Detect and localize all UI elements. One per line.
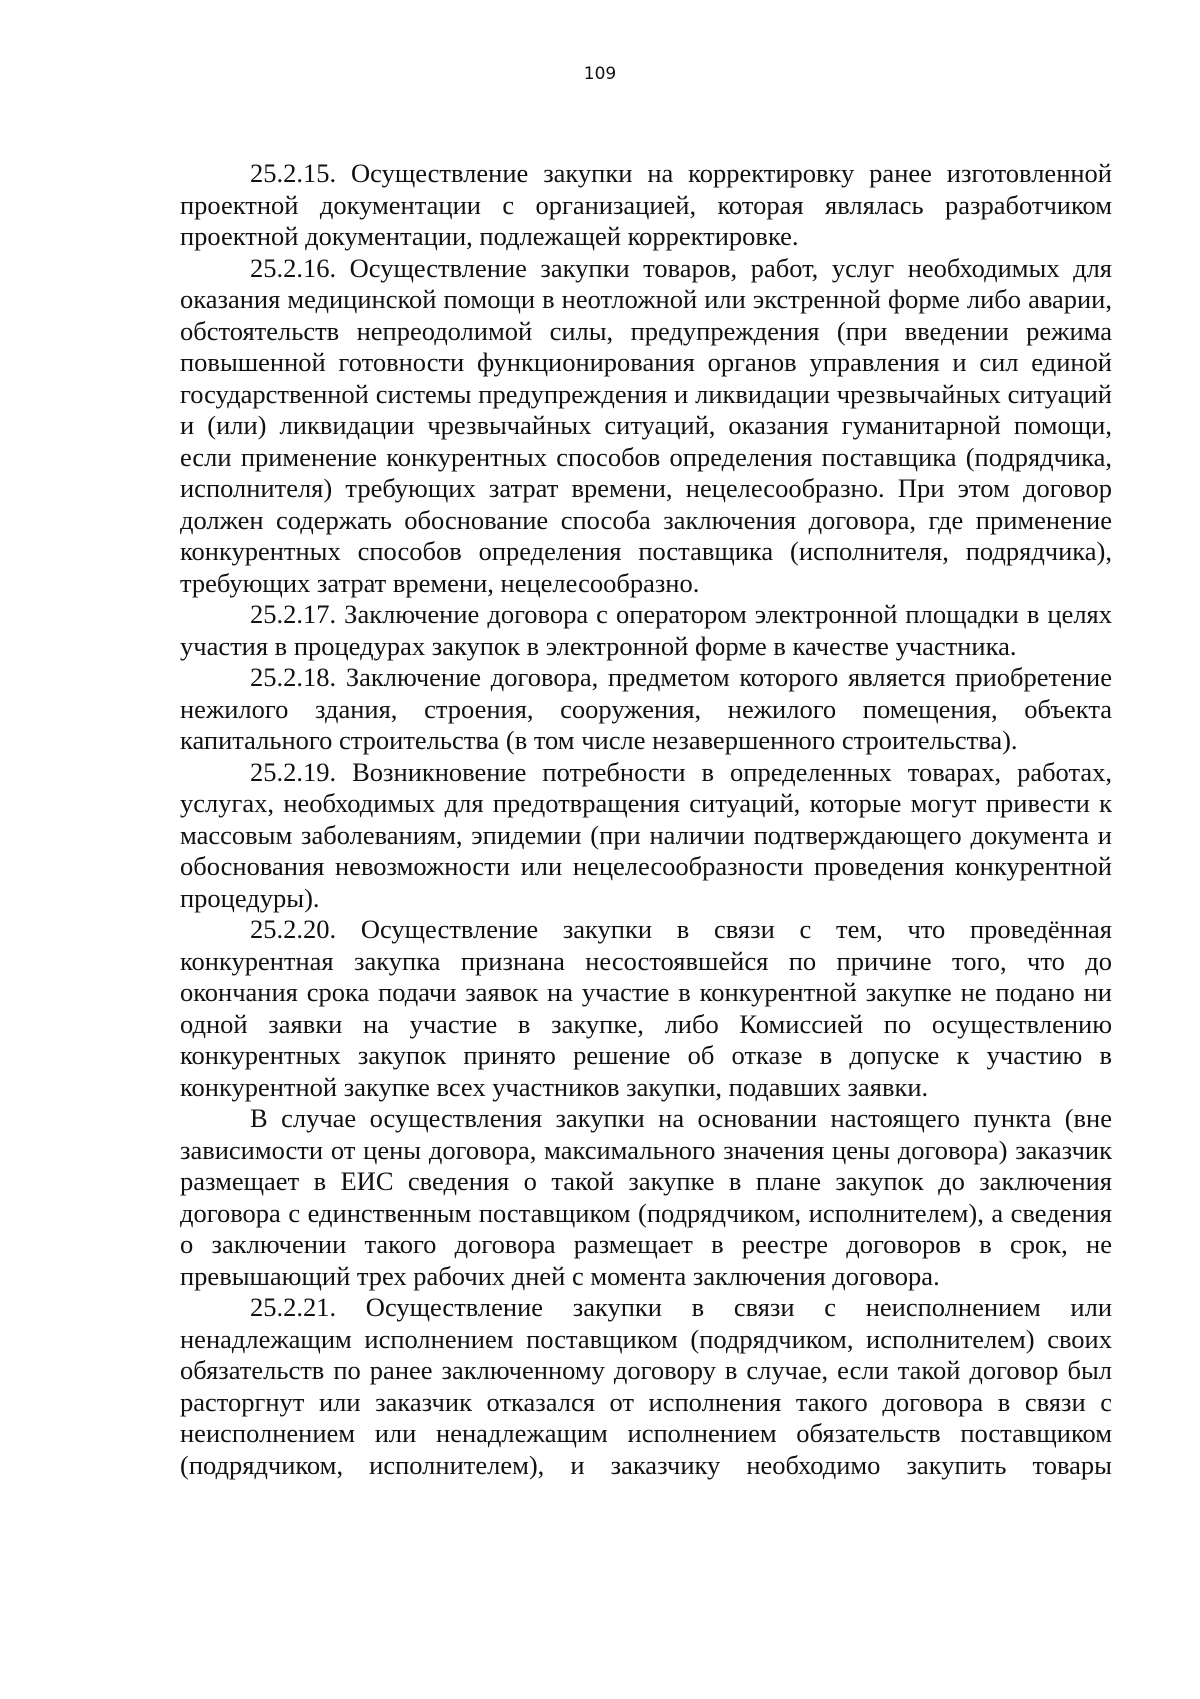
paragraph-25-2-16: 25.2.16. Осуществление закупки товаров, работ, услуг необходимых для оказания медицинской помощи в неотложной или экстренной форме либо аварии, обстоятельств непреодолимой силы, предупреждения (при введении режима повышенной готовности функционирования органов управления и сил единой государственной системы предупреждения и ликвидации чрезвычайных ситуаций и (или) ликвидации чрезвычайных ситуаций, оказания гуманитарной помощи, если применение конкурентных способов определения поставщика (подрядчика, исполнителя) требующих затрат времени, нецелесообразно. При этом договор должен содержать обоснование способа заключения договора, где применение конкурентных способов определения поставщика (исполнителя, подрядчика), требующих затрат времени, нецелесообразно. [180, 252, 1112, 598]
paragraph-25-2-15: 25.2.15. Осуществление закупки на корректировку ранее изготовленной проектной документации с организацией, которая являлась разработчиком проектной документации, подлежащей корректировке. [180, 158, 1112, 251]
page-number: 109 [583, 64, 617, 84]
paragraph-25-2-19: 25.2.19. Возникновение потребности в определенных товарах, работах, услугах, необходимых для предотвращения ситуаций, которые могут привести к массовым заболеваниям, эпидемии (при наличии подтверждающего документа и обоснования невозможности или нецелесообразности проведения конкурентной процедуры). [180, 756, 1112, 913]
paragraph-25-2-18: 25.2.18. Заключение договора, предметом которого является приобретение нежилого здания, строения, сооружения, нежилого помещения, объекта капитального строительства (в том числе незавершенного строительства). [180, 662, 1112, 755]
paragraph-25-2-20: 25.2.20. Осуществление закупки в связи с тем, что проведённая конкурентная закупка признана несостоявшейся по причине того, что до окончания срока подачи заявок на участие в конкурентной закупке не подано ни одной заявки на участие в закупке, либо Комиссией по осуществлению конкурентных закупок принято решение об отказе в допуске к участию в конкурентной закупке всех участников закупки, подавших заявки. [180, 914, 1112, 1102]
paragraph-25-2-20-note: В случае осуществления закупки на основании настоящего пункта (вне зависимости от цены договора, максимального значения цены договора) заказчик размещает в ЕИС сведения о такой закупке в плане закупок до заключения договора с единственным поставщиком (подрядчиком, исполнителем), а сведения о заключении такого договора размещает в реестре договоров в срок, не превышающий трех рабочих дней с момента заключения договора. [180, 1103, 1112, 1291]
document-body [180, 158, 1112, 1481]
paragraph-25-2-17: 25.2.17. Заключение договора с оператором электронной площадки в целях участия в процедурах закупок в электронной форме в качестве участника. [180, 599, 1112, 661]
paragraph-25-2-21: 25.2.21. Осуществление закупки в связи с неисполнением или ненадлежащим исполнением поставщиком (подрядчиком, исполнителем) своих обязательств по ранее заключенному договору в случае, если такой договор был расторгнут или заказчик отказался от исполнения такого договора в связи с неисполнением или ненадлежащим исполнением обязательств поставщиком (подрядчиком, исполнителем), и заказчику необходимо закупить товары [180, 1292, 1112, 1480]
